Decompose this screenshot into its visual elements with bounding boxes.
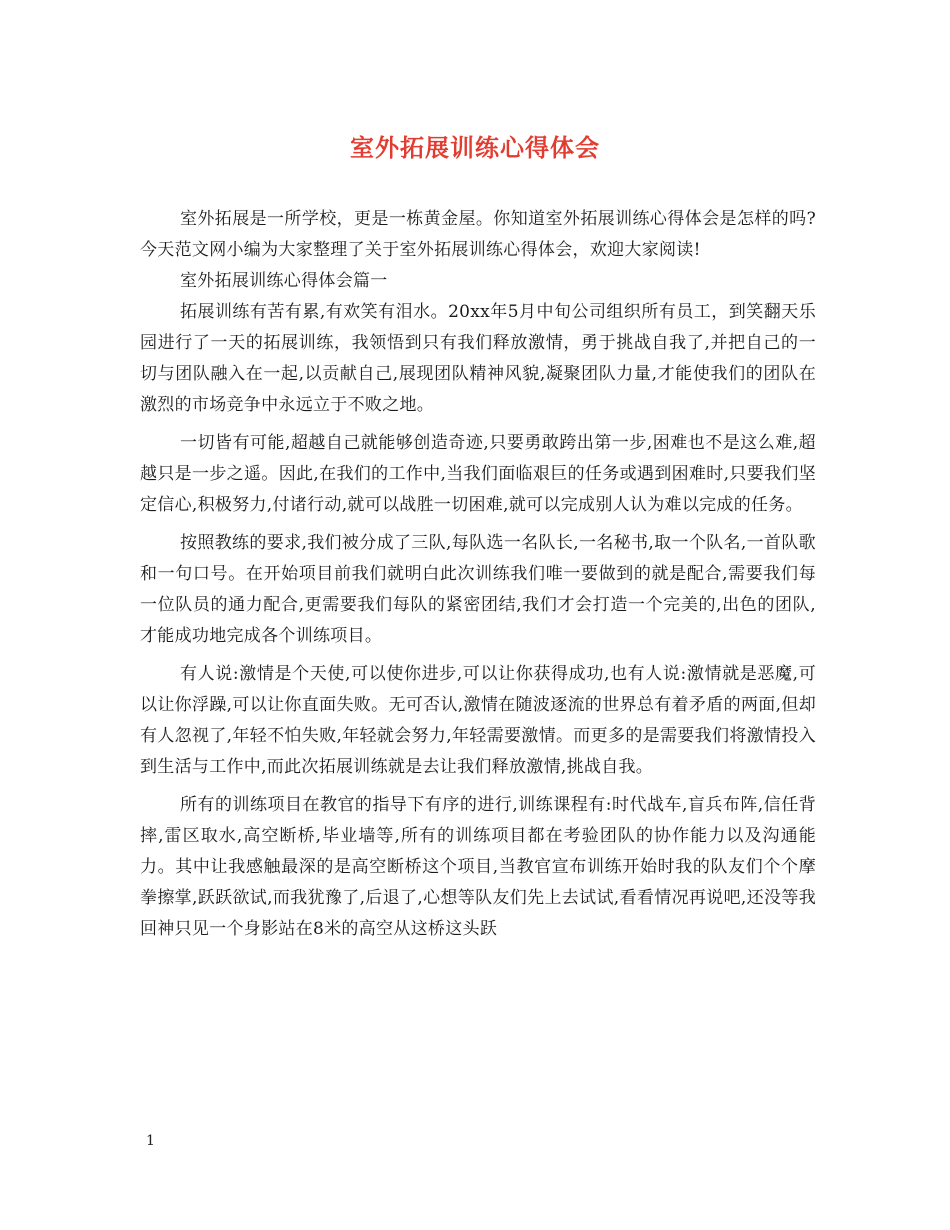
document-title: 室外拓展训练心得体会 (350, 133, 600, 162)
section-heading: 室外拓展训练心得体会篇一 (180, 271, 388, 291)
paragraph: 一切皆有可能,超越自己就能够创造奇迹,只要勇敢跨出第一步,困难也不是这么难,超越只是一步之遥。因此,在我们的工作中,当我们面临艰巨的任务或遇到困难时,只要我们坚定信心,积极努力,付诸行动,就可以战胜一切困难,就可以完成别人认为难以完成的任务。 (140, 433, 816, 515)
paragraph: 拓展训练有苦有累,有欢笑有泪水。20xx年5月中旬公司组织所有员工，到笑翻天乐园进行了一天的拓展训练，我领悟到只有我们释放激情，勇于挑战自我了,并把自己的一切与团队融入在一起,以贡献自己,展现团队精神风貌,凝聚团队力量,才能使我们的团队在激烈的市场竞争中永远立于不败之地。 (140, 302, 816, 415)
paragraph-intro: 室外拓展是一所学校，更是一栋黄金屋。你知道室外拓展训练心得体会是怎样的吗?今天范文网小编为大家整理了关于室外拓展训练心得体会，欢迎大家阅读! (140, 209, 816, 260)
page-number: 1 (146, 1133, 155, 1149)
document-body (140, 204, 816, 945)
paragraph: 所有的训练项目在教官的指导下有序的进行,训练课程有:时代战车,盲兵布阵,信任背摔,雷区取水,高空断桥,毕业墙等,所有的训练项目都在考验团队的协作能力以及沟通能力。其中让我感触最深的是高空断桥这个项目,当教官宣布训练开始时我的队友们个个摩拳擦掌,跃跃欲试,而我犹豫了,后退了,心想等队友们先上去试试,看看情况再说吧,还没等我回神只见一个身影站在8米的高空从这桥这头跃 (140, 795, 816, 939)
paragraph: 按照教练的要求,我们被分成了三队,每队选一名队长,一名秘书,取一个队名,一首队歌和一句口号。在开始项目前我们就明白此次训练我们唯一要做到的就是配合,需要我们每一位队员的通力配合,更需要我们每队的紧密团结,我们才会打造一个完美的,出色的团队,才能成功地完成各个训练项目。 (140, 533, 816, 646)
paragraph: 有人说:激情是个天使,可以使你进步,可以让你获得成功,也有人说:激情就是恶魔,可以让你浮躁,可以让你直面失败。无可否认,激情在随波逐流的世界总有着矛盾的两面,但却有人忽视了,年轻不怕失败,年轻就会努力,年轻需要激情。而更多的是需要我们将激情投入到生活与工作中,而此次拓展训练就是去让我们释放激情,挑战自我。 (140, 664, 816, 777)
